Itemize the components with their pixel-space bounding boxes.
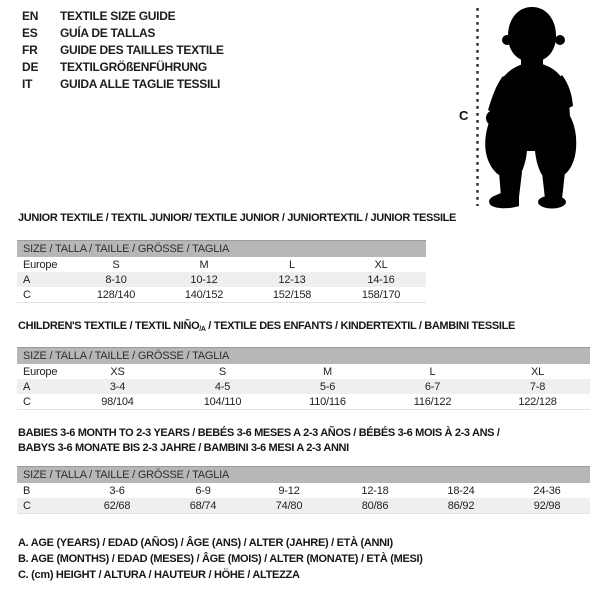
table-cell: 80/86 <box>332 498 418 514</box>
table-cell: 74/80 <box>246 498 332 514</box>
babies-title-line2: BABYS 3-6 MONATE BIS 2-3 JAHRE / BAMBINI 3-6 MESI A 2-3 ANNI <box>18 442 349 454</box>
language-title: GUIDE DES TAILLES TEXTILE <box>60 42 224 57</box>
table-row <box>17 498 590 514</box>
table-cell: 4-5 <box>170 379 275 394</box>
table-row <box>17 287 426 303</box>
language-title: GUIDA ALLE TAGLIE TESSILI <box>60 76 221 91</box>
junior-table-title: JUNIOR TEXTILE / TEXTIL JUNIOR/ TEXTILE JUNIOR / JUNIORTEXTIL / JUNIOR TESSILE <box>18 212 457 224</box>
language-row-de <box>22 58 224 75</box>
language-row-en <box>22 7 224 24</box>
table-row <box>17 483 590 498</box>
table-cell: XL <box>530 365 545 378</box>
row-label: Europe <box>23 365 58 378</box>
children-table-title <box>18 320 515 333</box>
row-label: C <box>23 288 31 301</box>
table-cell: M <box>199 258 209 271</box>
table-row <box>17 394 590 410</box>
size-header-bar: SIZE / TALLA / TAILLE / GRÖSSE / TAGLIA <box>17 348 590 365</box>
table-cell: 12-13 <box>248 272 336 287</box>
language-row-es <box>22 24 224 41</box>
table-cell: XL <box>374 258 388 271</box>
table-cell: 3-6 <box>109 484 125 497</box>
table-cell: 10-12 <box>160 272 248 287</box>
language-code: ES <box>22 25 38 40</box>
figure-measure-label: C <box>459 108 469 123</box>
table-cell: 68/74 <box>160 498 246 514</box>
language-code: DE <box>22 59 39 74</box>
table-cell: 8-10 <box>72 272 160 287</box>
table-cell: M <box>323 365 332 378</box>
height-measure-figure <box>450 0 600 215</box>
language-code: IT <box>22 76 33 91</box>
table-row <box>17 272 426 287</box>
table-cell: 122/128 <box>518 395 557 408</box>
table-cell: 92/98 <box>504 498 590 514</box>
row-label: B <box>23 484 31 497</box>
language-row-fr <box>22 41 224 58</box>
babies-table-title <box>18 427 500 457</box>
language-title: GUÍA DE TALLAS <box>60 25 156 40</box>
language-code: EN <box>22 8 39 23</box>
footnote-b: B. AGE (MONTHS) / EDAD (MESES) / ÂGE (MOIS) / ALTER (MONATE) / ETÀ (MESI) <box>18 553 423 565</box>
table-cell: 6-9 <box>195 484 211 497</box>
table-cell: 7-8 <box>485 379 590 394</box>
children-title-suffix: / TEXTILE DES ENFANTS / KINDERTEXTIL / BAMBINI TESSILE <box>205 320 515 332</box>
children-title-subscript: /A <box>199 326 206 333</box>
table-cell: 158/170 <box>361 288 401 301</box>
table-cell: 98/104 <box>101 395 134 408</box>
babies-title-line1: BABIES 3-6 MONTH TO 2-3 YEARS / BEBÉS 3-6 MESES A 2-3 AÑOS / BÉBÉS 3-6 MOIS À 2-3 ANS / <box>18 427 500 439</box>
table-row <box>17 379 590 394</box>
table-cell: 6-7 <box>380 379 485 394</box>
table-cell: 3-4 <box>65 379 170 394</box>
row-label: A <box>17 379 65 394</box>
table-cell: 62/68 <box>74 498 160 514</box>
footnote-list <box>18 537 423 585</box>
table-row <box>17 257 426 272</box>
babies-size-table <box>17 466 590 514</box>
table-cell: 14-16 <box>336 272 426 287</box>
row-label: A <box>17 272 72 287</box>
language-title-list <box>22 7 224 92</box>
table-cell: 18-24 <box>447 484 475 497</box>
table-cell: L <box>429 365 436 378</box>
table-cell: 128/140 <box>96 288 136 301</box>
table-cell: 5-6 <box>275 379 380 394</box>
table-cell: 104/110 <box>203 395 242 408</box>
table-cell: S <box>112 258 120 271</box>
size-header-bar: SIZE / TALLA / TAILLE / GRÖSSE / TAGLIA <box>17 241 426 258</box>
row-label: C <box>17 498 74 514</box>
table-row <box>17 364 590 379</box>
table-cell: 110/116 <box>309 395 346 408</box>
size-header-bar: SIZE / TALLA / TAILLE / GRÖSSE / TAGLIA <box>17 467 590 484</box>
table-cell: XS <box>110 365 125 378</box>
table-cell: L <box>289 258 295 271</box>
language-title: TEXTILGRÖßENFÜHRUNG <box>60 59 207 74</box>
table-cell: 140/152 <box>184 288 224 301</box>
toddler-silhouette-shape <box>485 7 576 209</box>
row-label: Europe <box>23 258 58 271</box>
children-title-prefix: CHILDREN'S TEXTILE / TEXTIL NIÑO <box>18 320 200 332</box>
junior-size-table <box>17 240 426 303</box>
footnote-a: A. AGE (YEARS) / EDAD (AÑOS) / ÂGE (ANS) / ALTER (JAHRE) / ETÀ (ANNI) <box>18 537 393 549</box>
row-label: C <box>23 395 31 408</box>
table-cell: 86/92 <box>418 498 504 514</box>
language-row-it <box>22 75 224 92</box>
language-title: TEXTILE SIZE GUIDE <box>60 8 176 23</box>
table-cell: S <box>218 365 227 378</box>
language-code: FR <box>22 42 38 57</box>
table-cell: 9-12 <box>278 484 300 497</box>
footnote-c: C. (cm) HEIGHT / ALTURA / HAUTEUR / HÖHE / ALTEZZA <box>18 569 300 581</box>
table-cell: 12-18 <box>361 484 389 497</box>
table-cell: 116/122 <box>413 395 452 408</box>
children-size-table <box>17 347 590 410</box>
toddler-silhouette-icon <box>450 0 600 215</box>
table-cell: 24-36 <box>533 484 561 497</box>
table-cell: 152/158 <box>272 288 312 301</box>
